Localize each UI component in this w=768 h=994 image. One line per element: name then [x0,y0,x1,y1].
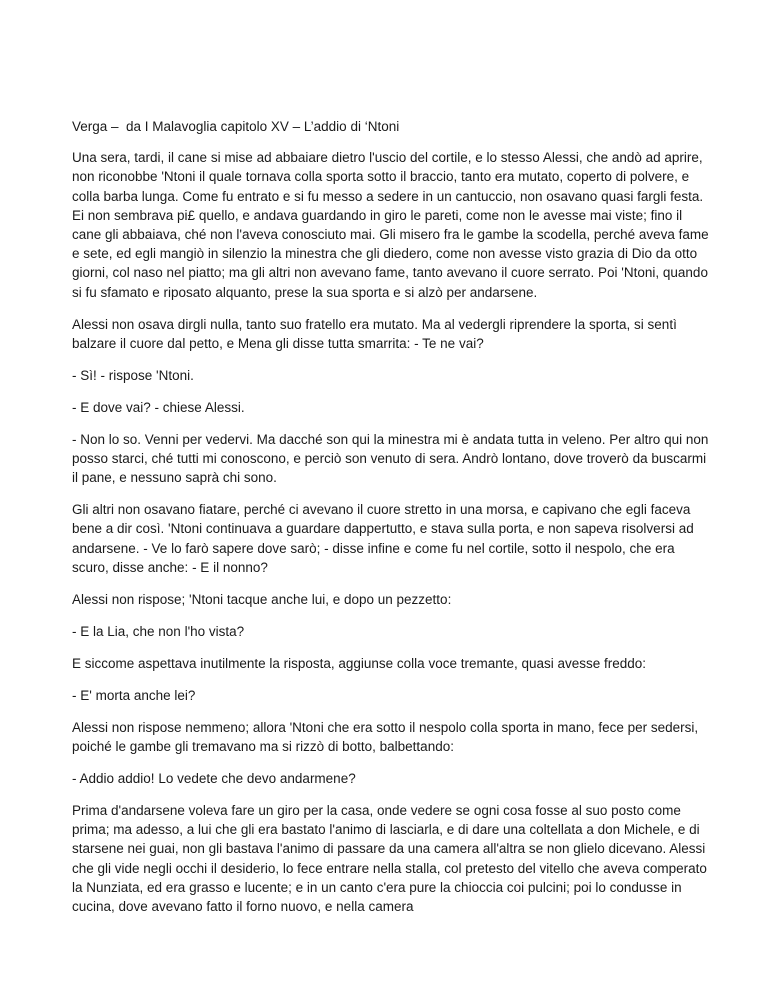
paragraph-2: Alessi non osava dirgli nulla, tanto suo fratello era mutato. Ma al vedergli riprendere la sporta, si sentì balzare il cuore dal petto, e Mena gli disse tutta smarrita: - Te ne vai? [72,316,677,351]
paragraph-8: - E la Lia, che non l'ho vista? [72,623,245,639]
paragraph-10: - E' morta anche lei? [72,687,196,703]
paragraph-13: Prima d'andarsene voleva fare un giro per la casa, onde vedere se ogni cosa fosse al suo posto come prima; ma adesso, a lui che gli era bastato l'animo di lasciarla, e di dare una coltellata a don Michele, e di starsene nei guai, non gli bastava l'animo di passare da una camera all'altra se non glielo dicevano. Alessi che gli vide negli occhi il desiderio, lo fece entrare nella stalla, col pretesto del vitello che aveva comperato la Nunziata, ed era grasso e lucente; e in un canto c'era pure la chioccia coi pulcini; poi lo condusse in cucina, dove avevano fatto il forno nuovo, e nella camera [72,803,707,915]
paragraph-5: - Non lo so. Venni per vedervi. Ma dacché son qui la minestra mi è andata tutta in veleno. Per altro qui non posso starci, ché tutti mi conoscono, e perciò son venuto di sera. Andrò lontano, dove troverò da buscarmi il pane, e nessuno saprà chi sono. [72,431,709,486]
document-title: Verga – da I Malavoglia capitolo XV – L’addio di ‘Ntoni [72,119,400,134]
paragraph-1: Una sera, tardi, il cane si mise ad abbaiare dietro l'uscio del cortile, e lo stesso Alessi, che andò ad aprire, non riconobbe 'Ntoni il quale tornava colla sporta sotto il braccio, tanto era mutato, coperto di polvere, e colla barba lunga. Come fu entrato e si fu messo a sedere in un cantuccio, non osavano quasi fargli festa. Ei non sembrava pi£ quello, e andava guardando in giro le pareti, come non le avesse mai viste; fino il cane gli abbaiava, ché non l'aveva conosciuto mai. Gli misero fra le gambe la scodella, perché aveva fame e sete, ed egli mangiò in silenzio la minestra che gli diedero, come non avesse visto grazia di Dio da otto giorni, col naso nel piatto; ma gli altri non avevano fame, tanto avevano il cuore serrato. Poi 'Ntoni, quando si fu sfamato e riposato alquanto, prese la sua sporta e si alzò per andarsene. [72,150,709,300]
paragraph-12: - Addio addio! Lo vedete che devo andarmene? [72,771,356,787]
paragraph-4: - E dove vai? - chiese Alessi. [72,399,245,415]
document-body [72,117,712,929]
paragraph-6: Gli altri non osavano fiatare, perché ci avevano il cuore stretto in una morsa, e capivano che egli faceva bene a dir così. 'Ntoni continuava a guardare dappertutto, e stava sulla porta, e non sapeva risolversi ad andarsene. - Ve lo farò sapere dove sarò; - disse infine e come fu nel cortile, sotto il nespolo, che era scuro, disse anche: - E il nonno? [72,502,694,575]
paragraph-3: - Sì! - rispose 'Ntoni. [72,367,194,383]
paragraph-7: Alessi non rispose; 'Ntoni tacque anche lui, e dopo un pezzetto: [72,591,452,607]
paragraph-9: E siccome aspettava inutilmente la risposta, aggiunse colla voce tremante, quasi avesse freddo: [72,655,647,671]
paragraph-11: Alessi non rispose nemmeno; allora 'Ntoni che era sotto il nespolo colla sporta in mano, fece per sedersi, poiché le gambe gli tremavano ma si rizzò di botto, balbettando: [72,719,699,755]
